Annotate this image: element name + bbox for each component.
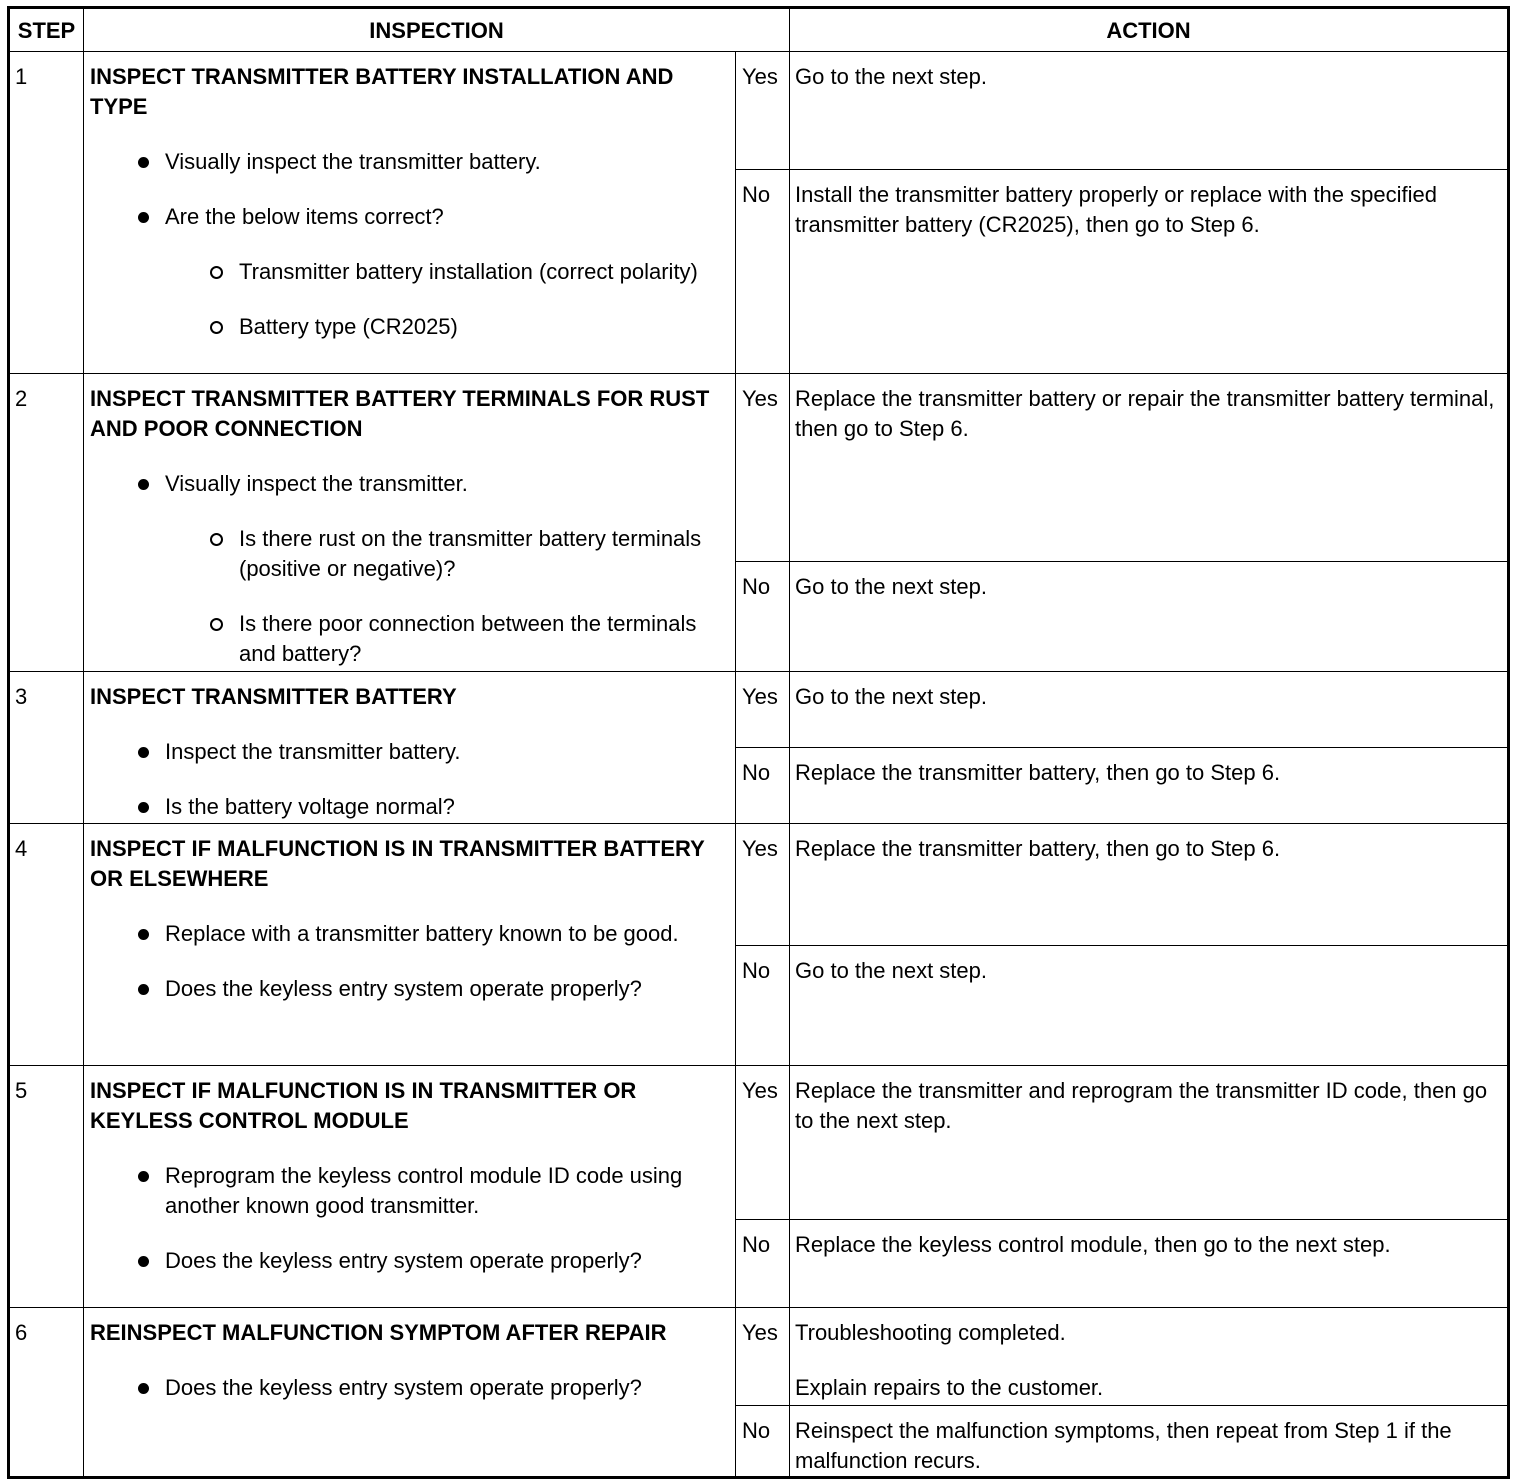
bullet-dot-icon [138,802,149,813]
action-text: Go to the next step. [795,684,988,709]
inspection-item-text: Visually inspect the transmitter battery. [165,149,541,174]
no-label: No [736,946,790,1066]
inspection-item [90,147,725,177]
inspection-item [90,312,725,342]
no-action-cell [790,170,1509,374]
table-row-step-1-yes [9,52,1509,170]
no-label: No [736,748,790,824]
inspection-list [90,1373,725,1403]
step-number: 3 [9,672,84,824]
inspection-item [90,202,725,232]
inspection-item-text: Battery type (CR2025) [239,314,458,339]
table-row-step-3-yes [9,672,1509,748]
action-text: Replace the transmitter battery, then go to Step 6. [795,760,1281,785]
inspection-item-text: Is there poor connection between the terminals and battery? [239,611,697,666]
bullet-dot-icon [138,479,149,490]
inspection-item [90,257,725,287]
table-row-step-5-yes [9,1066,1509,1220]
inspection-item-text: Does the keyless entry system operate properly? [165,976,642,1001]
yes-action-cell [790,824,1509,946]
action-text: Go to the next step. [795,574,988,599]
bullet-dot-icon [138,929,149,940]
yes-action-cell [790,52,1509,170]
troubleshooting-table [7,6,1510,1479]
header-action: ACTION [790,8,1509,52]
step-number: 4 [9,824,84,1066]
inspection-item-text: Does the keyless entry system operate properly? [165,1375,642,1400]
bullet-ring-icon [210,266,223,279]
inspection-cell [84,52,736,374]
inspection-cell [84,1308,736,1478]
no-action-cell [790,562,1509,672]
action-text: Explain repairs to the customer. [795,1375,1104,1400]
action-text: Install the transmitter battery properly or replace with the specified transmitter battery (CR2025), then go to Step 6. [795,182,1437,237]
bullet-dot-icon [138,212,149,223]
inspection-cell [84,672,736,824]
inspection-item [90,737,725,767]
inspection-item-text: Are the below items correct? [165,204,444,229]
bullet-ring-icon [210,321,223,334]
inspection-item [90,609,725,669]
inspection-item-text: Does the keyless entry system operate properly? [165,1248,642,1273]
no-action-cell [790,946,1509,1066]
action-text: Go to the next step. [795,958,988,983]
yes-label: Yes [736,1308,790,1406]
action-text: Reinspect the malfunction symptoms, then repeat from Step 1 if the malfunction recurs. [795,1418,1452,1473]
action-text: Troubleshooting completed. [795,1320,1066,1345]
action-text: Replace the transmitter and reprogram the transmitter ID code, then go to the next step. [795,1078,1488,1133]
bullet-dot-icon [138,984,149,995]
yes-action-cell [790,1066,1509,1220]
step-title: INSPECT TRANSMITTER BATTERY [90,684,457,709]
inspection-item-text: Visually inspect the transmitter. [165,471,468,496]
inspection-item-text: Inspect the transmitter battery. [165,739,461,764]
inspection-list [90,147,725,342]
yes-action-cell [790,1308,1509,1406]
inspection-item [90,1373,725,1403]
bullet-dot-icon [138,157,149,168]
action-text: Go to the next step. [795,64,988,89]
bullet-ring-icon [210,618,223,631]
step-title: INSPECT TRANSMITTER BATTERY INSTALLATION AND TYPE [90,64,674,119]
inspection-item-text: Replace with a transmitter battery known to be good. [165,921,679,946]
step-number: 6 [9,1308,84,1478]
step-number: 1 [9,52,84,374]
no-action-cell [790,1220,1509,1308]
step-number: 2 [9,374,84,672]
inspection-item-text: Reprogram the keyless control module ID code using another known good transmitter. [165,1163,683,1218]
inspection-cell [84,824,736,1066]
table-row-step-4-yes [9,824,1509,946]
inspection-item [90,974,725,1004]
inspection-cell [84,374,736,672]
step-title: INSPECT IF MALFUNCTION IS IN TRANSMITTER OR KEYLESS CONTROL MODULE [90,1078,637,1133]
action-text: Replace the keyless control module, then go to the next step. [795,1232,1391,1257]
inspection-cell [84,1066,736,1308]
bullet-dot-icon [138,1171,149,1182]
header-inspection: INSPECTION [84,8,790,52]
no-action-cell [790,1406,1509,1478]
step-title: INSPECT TRANSMITTER BATTERY TERMINALS FOR RUST AND POOR CONNECTION [90,386,710,441]
yes-action-cell [790,672,1509,748]
step-title: INSPECT IF MALFUNCTION IS IN TRANSMITTER BATTERY OR ELSEWHERE [90,836,705,891]
bullet-dot-icon [138,747,149,758]
inspection-item [90,1161,725,1221]
inspection-item [90,919,725,949]
yes-action-cell [790,374,1509,562]
no-label: No [736,170,790,374]
inspection-item [90,792,725,822]
inspection-item-text: Transmitter battery installation (correct polarity) [239,259,698,284]
inspection-item [90,1246,725,1276]
inspection-item-text: Is the battery voltage normal? [165,794,455,819]
action-text: Replace the transmitter battery or repair the transmitter battery terminal, then go to Step 6. [795,386,1495,441]
header-step: STEP [9,8,84,52]
table-body [9,52,1509,1478]
yes-label: Yes [736,52,790,170]
yes-label: Yes [736,824,790,946]
no-label: No [736,1220,790,1308]
inspection-list [90,1161,725,1276]
step-number: 5 [9,1066,84,1308]
no-label: No [736,1406,790,1478]
table-row-step-6-yes [9,1308,1509,1406]
step-title: REINSPECT MALFUNCTION SYMPTOM AFTER REPAIR [90,1320,667,1345]
inspection-list [90,469,725,669]
inspection-item [90,524,725,584]
bullet-dot-icon [138,1383,149,1394]
bullet-ring-icon [210,533,223,546]
inspection-list [90,919,725,1004]
bullet-dot-icon [138,1256,149,1267]
inspection-list [90,737,725,822]
no-action-cell [790,748,1509,824]
inspection-item-text: Is there rust on the transmitter battery terminals (positive or negative)? [239,526,702,581]
table-row-step-2-yes [9,374,1509,562]
action-text: Replace the transmitter battery, then go to Step 6. [795,836,1281,861]
header-row [9,8,1509,52]
yes-label: Yes [736,672,790,748]
yes-label: Yes [736,1066,790,1220]
inspection-item [90,469,725,499]
yes-label: Yes [736,374,790,562]
no-label: No [736,562,790,672]
